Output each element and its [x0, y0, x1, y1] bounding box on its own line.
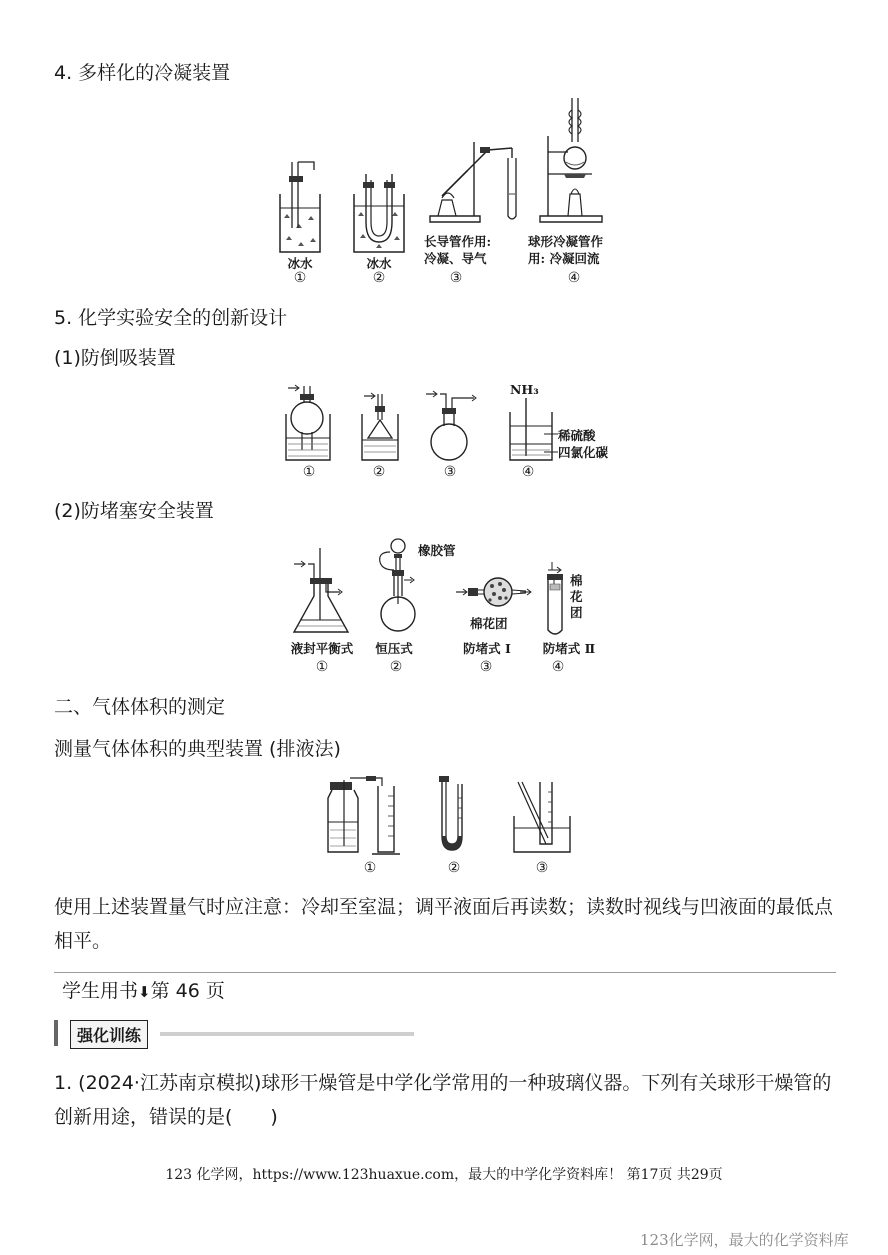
- tag-accent-bar: [54, 1020, 58, 1046]
- cotton-vertical-label: 棉 花 团: [570, 573, 583, 620]
- gas-volume-subtitle: 测量气体体积的典型装置 (排液法): [54, 738, 341, 760]
- anti-block-number-2: ②: [389, 659, 403, 675]
- divider-rule: [54, 972, 836, 973]
- anti-block-caption-1: 液封平衡式: [290, 641, 354, 656]
- page-ref: 第 46 页: [150, 980, 225, 1002]
- anti-block-figure-1: [290, 546, 354, 636]
- down-arrow-icon: ⬇: [138, 983, 151, 1001]
- gas-measure-number-2: ②: [447, 860, 461, 876]
- anti-suckback-number-3: ③: [443, 464, 457, 480]
- section4-title: 4. 多样化的冷凝装置: [54, 62, 231, 84]
- tag-rule: [160, 1032, 414, 1036]
- anti-suckback-figure-3: [424, 388, 488, 464]
- anti-suckback-figure-2: [358, 392, 400, 464]
- gas-measure-number-3: ③: [535, 860, 549, 876]
- student-book-label: 学生用书: [62, 980, 139, 1002]
- anti-suckback-figure-4: [506, 396, 556, 464]
- gas-measure-note: 使用上述装置量气时应注意：冷却至室温；调平液面后再读数；读数时视线与凹液面的最低点相平。: [54, 896, 834, 952]
- gas-volume-title: 二、气体体积的测定: [54, 696, 226, 718]
- student-book-ref: [62, 976, 225, 1003]
- condenser-caption-4: 球形冷凝管作 用: 冷凝回流: [528, 234, 604, 266]
- anti-suckback-number-4: ④: [521, 464, 535, 480]
- condenser-caption-2: 冰水: [366, 256, 392, 271]
- cotton-ball-label: 棉花团: [470, 616, 508, 631]
- anti-block-caption-2: 恒压式: [375, 641, 413, 656]
- gas-measure-figure-1: [322, 776, 408, 856]
- condenser-number-2: ②: [372, 270, 386, 286]
- training-tag: 强化训练: [70, 1020, 148, 1049]
- gas-measure-number-1: ①: [363, 860, 377, 876]
- anti-block-figure-3: [454, 578, 534, 612]
- anti-block-caption-4: 防堵式 Ⅱ: [542, 641, 596, 656]
- condenser-number-3: ③: [449, 270, 463, 286]
- condenser-number-4: ④: [567, 270, 581, 286]
- gas-measure-figure-3: [510, 776, 574, 856]
- section5-title: 5. 化学实验安全的创新设计: [54, 307, 288, 329]
- watermark: 123化学网，最大的化学资料库: [640, 1231, 849, 1249]
- anti-block-number-1: ①: [315, 659, 329, 675]
- page-footer: 123 化学网，https://www.123huaxue.com，最大的中学化学资料库！ 第17页 共29页: [165, 1167, 723, 1183]
- condenser-figure-3: [428, 136, 534, 226]
- anti-block-number-4: ④: [551, 659, 565, 675]
- condenser-figure-4: [538, 96, 604, 224]
- condenser-caption-3: 长导管作用: 冷凝、导气: [424, 234, 492, 266]
- condenser-figure-1: [276, 158, 324, 258]
- anti-suckback-number-1: ①: [302, 464, 316, 480]
- dilute-acid-label: 稀硫酸: [558, 428, 596, 443]
- nh3-label: NH₃: [510, 382, 539, 397]
- anti-block-number-3: ③: [479, 659, 493, 675]
- anti-block-title: (2)防堵塞安全装置: [54, 500, 214, 522]
- gas-measure-figure-2: [436, 774, 470, 858]
- rubber-tube-label: 橡胶管: [418, 543, 456, 558]
- condenser-figure-2: [352, 172, 406, 258]
- anti-suckback-number-2: ②: [372, 464, 386, 480]
- anti-block-caption-3: 防堵式 Ⅰ: [463, 641, 511, 656]
- condenser-caption-1: 冰水: [287, 256, 313, 271]
- anti-block-figure-4: [542, 560, 568, 638]
- question-1: 1. (2024·江苏南京模拟)球形干燥管是中学化学常用的一种玻璃仪器。下列有关球形干燥管的创新用途，错误的是( ): [54, 1072, 832, 1128]
- anti-suckback-figure-1: [284, 380, 334, 464]
- ccl4-label: 四氯化碳: [558, 445, 609, 460]
- anti-suckback-title: (1)防倒吸装置: [54, 347, 176, 369]
- condenser-number-1: ①: [293, 270, 307, 286]
